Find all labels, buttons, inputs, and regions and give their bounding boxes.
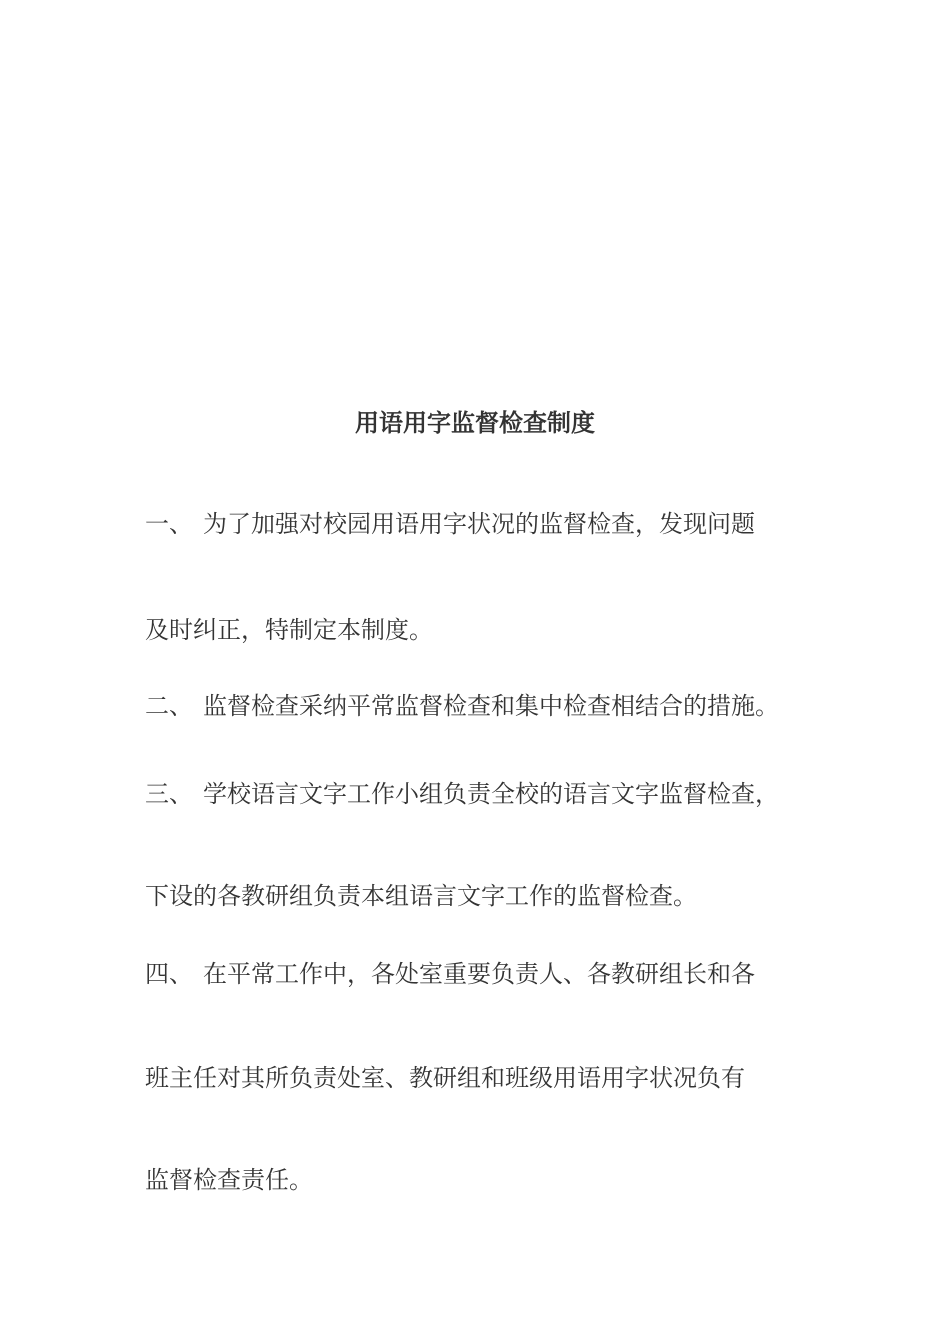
item-1-marker: 一、 — [145, 510, 193, 538]
item-2-line-1 — [145, 688, 779, 724]
item-1-line-1 — [145, 506, 755, 542]
item-3-marker: 三、 — [145, 780, 193, 808]
item-3-line-1 — [145, 776, 779, 812]
item-4-text: 在平常工作中，各处室重要负责人、各教研组长和各 — [203, 960, 755, 988]
item-2-text: 监督检查采纳平常监督检查和集中检查相结合的措施。 — [203, 692, 779, 720]
item-2-marker: 二、 — [145, 692, 193, 720]
item-4-line-1 — [145, 956, 755, 992]
item-3-line-2: 下设的各教研组负责本组语言文字工作的监督检查。 — [145, 882, 697, 910]
item-4-line-2: 班主任对其所负责处室、教研组和班级用语用字状况负有 — [145, 1064, 745, 1092]
item-4-line-3: 监督检查责任。 — [145, 1166, 313, 1194]
item-1-line-2: 及时纠正，特制定本制度。 — [145, 616, 433, 644]
item-3-text: 学校语言文字工作小组负责全校的语言文字监督检查， — [203, 780, 779, 808]
item-4-marker: 四、 — [145, 960, 193, 988]
item-1-text: 为了加强对校园用语用字状况的监督检查，发现问题 — [203, 510, 755, 538]
document-title: 用语用字监督检查制度 — [355, 409, 595, 437]
